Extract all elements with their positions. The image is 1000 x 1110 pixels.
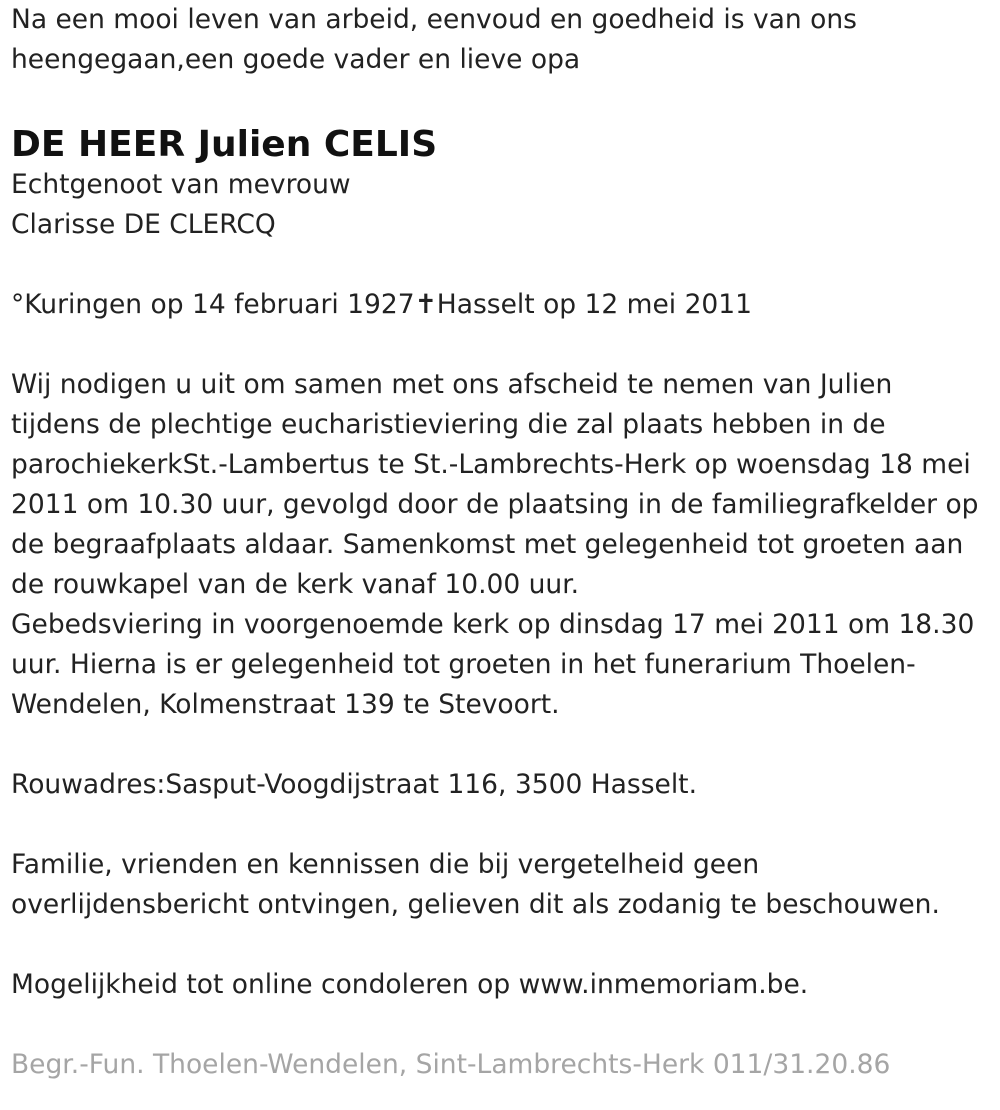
invitation-line: de begraafplaats aldaar. Samenkomst met gelegenheid tot groeten aan <box>11 529 964 560</box>
spouse-line: Echtgenoot van mevrouw <box>11 169 351 200</box>
invitation-line: Gebedsviering in voorgenoemde kerk op dinsdag 17 mei 2011 om 18.30 <box>11 609 975 640</box>
invitation-line: 2011 om 10.30 uur, gevolgd door de plaatsing in de familiegrafkelder op <box>11 489 979 520</box>
invitation-line: Wij nodigen u uit om samen met ons afscheid te nemen van Julien <box>11 369 893 400</box>
notice-line: overlijdensbericht ontvingen, gelieven dit als zodanig te beschouwen. <box>11 889 940 920</box>
birth-death-dates: °Kuringen op 14 februari 1927✝Hasselt op 12 mei 2011 <box>11 289 753 320</box>
spouse-info <box>11 165 991 245</box>
spouse-line: Clarisse DE CLERCQ <box>11 209 276 240</box>
intro-paragraph <box>11 0 991 80</box>
deceased-name: DE HEER Julien CELIS <box>11 124 438 165</box>
invitation-line: uur. Hierna is er gelegenheid tot groeten in het funerarium Thoelen- <box>11 649 916 680</box>
mourning-address: Rouwadres:Sasput-Voogdijstraat 116, 3500 Hasselt. <box>11 769 697 800</box>
intro-line: Na een mooi leven van arbeid, eenvoud en goedheid is van ons <box>11 4 857 35</box>
invitation-line: parochiekerkSt.-Lambertus te St.-Lambrechts-Herk op woensdag 18 mei <box>11 449 971 480</box>
obituary-document <box>11 0 991 1085</box>
invitation-line: Wendelen, Kolmenstraat 139 te Stevoort. <box>11 689 560 720</box>
online-condolence: Mogelijkheid tot online condoleren op www.inmemoriam.be. <box>11 969 809 1000</box>
notice-paragraph <box>11 845 991 925</box>
invitation-line: tijdens de plechtige eucharistieviering die zal plaats hebben in de <box>11 409 886 440</box>
invitation-line: de rouwkapel van de kerk vanaf 10.00 uur. <box>11 569 580 600</box>
funeral-home-footer: Begr.-Fun. Thoelen-Wendelen, Sint-Lambrechts-Herk 011/31.20.86 <box>11 1049 891 1080</box>
invitation-paragraph <box>11 365 991 725</box>
notice-line: Familie, vrienden en kennissen die bij vergetelheid geen <box>11 849 760 880</box>
intro-line: heengegaan,een goede vader en lieve opa <box>11 44 581 75</box>
